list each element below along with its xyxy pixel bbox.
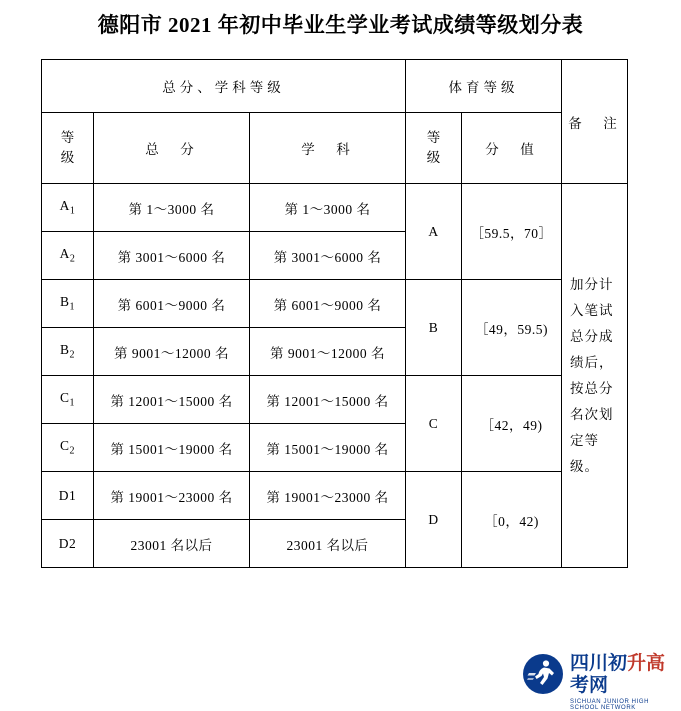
subject-cell: 第 9001～12000 名 xyxy=(250,328,406,376)
grade-division-table xyxy=(41,59,628,568)
header-total-score: 总 分 xyxy=(94,113,250,184)
subject-cell: 第 19001～23000 名 xyxy=(250,472,406,520)
subject-cell: 第 12001～15000 名 xyxy=(250,376,406,424)
subject-cell: 第 15001～19000 名 xyxy=(250,424,406,472)
subject-cell: 第 6001～9000 名 xyxy=(250,280,406,328)
level-cell: D1 xyxy=(42,472,94,520)
level-subscript: 2 xyxy=(69,445,75,457)
header-level: 等 级 xyxy=(42,113,94,184)
watermark-brand-cn xyxy=(570,653,670,697)
brand-part2: 考网 xyxy=(570,675,609,696)
level-subscript: 2 xyxy=(69,253,76,265)
watermark-text xyxy=(570,653,670,711)
header-sports-value: 分 值 xyxy=(462,113,562,184)
level-cell: $A_1$ xyxy=(42,184,94,232)
level-subscript: 1 xyxy=(69,301,75,313)
level-subscript: 2 xyxy=(69,349,75,361)
sports-level-cell: B xyxy=(406,280,462,376)
watermark-brand-en: SICHUAN JUNIOR HIGH SCHOOL NETWORK xyxy=(570,699,650,711)
remark-text: 加分计入笔试总分成绩后，按总分名次划定等级。 xyxy=(570,276,614,474)
total-score-cell: 23001 名以后 xyxy=(94,520,250,568)
level-cell: $B_1$ xyxy=(42,280,94,328)
grade-table-container xyxy=(41,59,627,568)
total-score-cell: 第 12001～15000 名 xyxy=(94,376,250,424)
brand-part1: 四川初 xyxy=(570,653,628,674)
subject-cell: 第 1～3000 名 xyxy=(250,184,406,232)
header-remark: 备 注 xyxy=(562,60,628,184)
table-row xyxy=(42,376,628,424)
table-header-group-row xyxy=(42,60,628,113)
table-row xyxy=(42,184,628,232)
level-subscript: 1 xyxy=(69,205,76,217)
page-title: 德阳市 2021 年初中毕业生学业考试成绩等级划分表 xyxy=(97,13,584,37)
level-cell: $C_2$ xyxy=(42,424,94,472)
total-score-cell: 第 9001～12000 名 xyxy=(94,328,250,376)
table-row xyxy=(42,472,628,520)
subject-cell: 23001 名以后 xyxy=(250,520,406,568)
total-score-cell: 第 15001～19000 名 xyxy=(94,424,250,472)
brand-accent: 升高 xyxy=(627,653,666,674)
sports-value-cell: ［59.5，70］ xyxy=(462,184,562,280)
header-total-and-subject: 总分、学科等级 xyxy=(42,60,406,113)
level-cell: $C_1$ xyxy=(42,376,94,424)
header-sports: 体育等级 xyxy=(406,60,562,113)
table-header-sub-row xyxy=(42,113,628,184)
header-sports-level: 等 级 xyxy=(406,113,462,184)
sports-value-cell: ［0，42) xyxy=(462,472,562,568)
sports-level-cell: D xyxy=(406,472,462,568)
level-cell: $B_2$ xyxy=(42,328,94,376)
total-score-cell: 第 6001～9000 名 xyxy=(94,280,250,328)
remark-cell xyxy=(562,184,628,568)
runner-logo-icon xyxy=(522,653,564,695)
subject-cell: 第 3001～6000 名 xyxy=(250,232,406,280)
sports-value-cell: ［49，59.5) xyxy=(462,280,562,376)
sports-level-cell: A xyxy=(406,184,462,280)
total-score-cell: 第 19001～23000 名 xyxy=(94,472,250,520)
header-subject: 学 科 xyxy=(250,113,406,184)
sports-level-cell: C xyxy=(406,376,462,472)
total-score-cell: 第 3001～6000 名 xyxy=(94,232,250,280)
site-watermark xyxy=(522,651,670,711)
sports-value-cell: ［42，49) xyxy=(462,376,562,472)
level-subscript: 1 xyxy=(69,397,75,409)
total-score-cell: 第 1～3000 名 xyxy=(94,184,250,232)
table-row xyxy=(42,280,628,328)
level-cell: $A_2$ xyxy=(42,232,94,280)
level-cell: D2 xyxy=(42,520,94,568)
